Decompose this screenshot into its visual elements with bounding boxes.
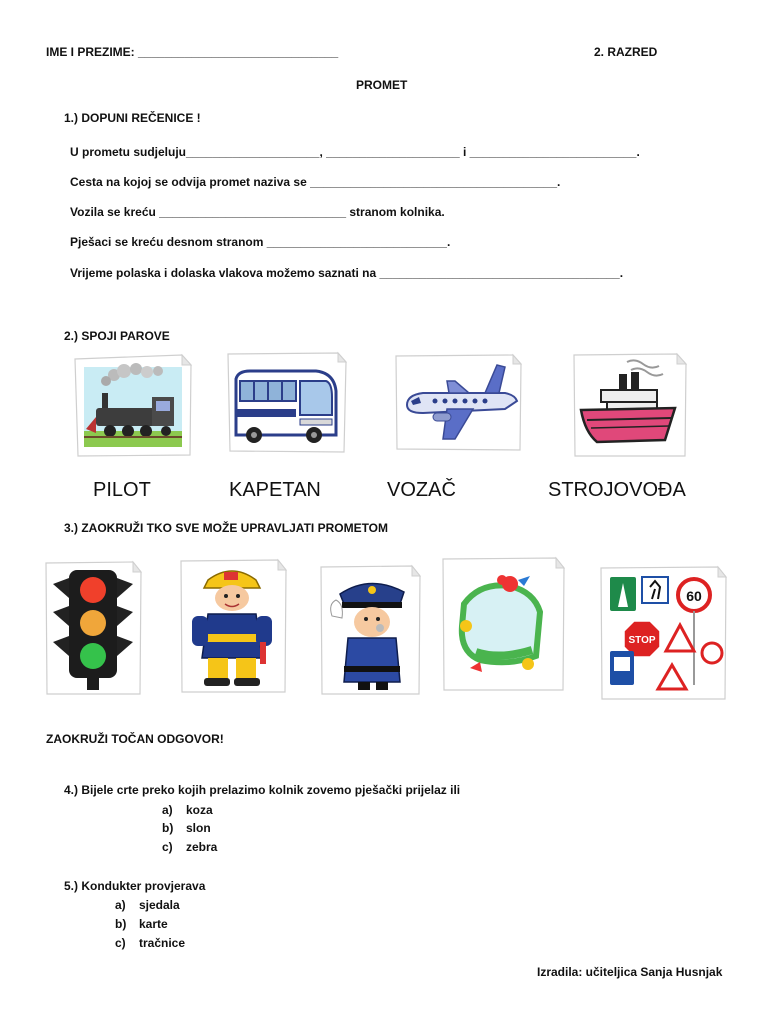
task1-sentence-3: Vozila se kreću ____________________________ stranom kolnika. bbox=[70, 205, 445, 219]
train-icon bbox=[72, 353, 194, 459]
option-letter: c) bbox=[115, 936, 126, 950]
task5-option-a[interactable] bbox=[115, 898, 180, 912]
firefighter-icon bbox=[178, 558, 288, 696]
name-field-label: IME I PREZIME: ______________________________ bbox=[46, 45, 339, 59]
option-letter: b) bbox=[162, 821, 174, 835]
task1-sentence-1: U prometu sudjeluju____________________, ____________________ i _________________________. bbox=[70, 145, 640, 159]
traffic-light-icon bbox=[43, 560, 143, 698]
ship-picture-card bbox=[571, 352, 689, 460]
speed-limit-text: 60 bbox=[686, 588, 702, 604]
task4-option-b[interactable] bbox=[162, 821, 211, 835]
mirror-icon bbox=[440, 556, 566, 694]
option-text: karte bbox=[139, 917, 168, 931]
option-text: zebra bbox=[186, 840, 218, 854]
task4-option-a[interactable] bbox=[162, 803, 213, 817]
option-letter: a) bbox=[162, 803, 173, 817]
option-text: slon bbox=[186, 821, 211, 835]
ship-icon bbox=[571, 352, 689, 460]
airplane-icon bbox=[393, 353, 523, 453]
match-word-1: PILOT bbox=[93, 479, 151, 501]
traffic-signs-icon bbox=[598, 565, 728, 703]
policeman-picture-card bbox=[318, 564, 422, 698]
airplane-picture-card bbox=[393, 353, 523, 453]
task4-option-c[interactable] bbox=[162, 840, 217, 854]
mirror-picture-card bbox=[440, 556, 566, 694]
page-title: PROMET bbox=[356, 78, 408, 92]
firefighter-picture-card bbox=[178, 558, 288, 696]
match-word-2: KAPETAN bbox=[229, 479, 321, 501]
task1-sentence-2: Cesta na kojoj se odvija promet naziva se _____________________________________. bbox=[70, 175, 561, 189]
option-letter: c) bbox=[162, 840, 173, 854]
task4-question: 4.) Bijele crte preko kojih prelazimo kolnik zovemo pješački prijelaz ili bbox=[64, 783, 461, 797]
traffic-light-picture-card bbox=[43, 560, 143, 698]
match-word-3: VOZAČ bbox=[387, 479, 456, 501]
match-word-4: STROJOVOĐA bbox=[548, 479, 686, 501]
task5-question: 5.) Kondukter provjerava bbox=[64, 879, 206, 893]
option-text: koza bbox=[186, 803, 213, 817]
task1-sentence-4: Pješaci se kreću desnom stranom ___________________________. bbox=[70, 235, 451, 249]
option-letter: a) bbox=[115, 898, 126, 912]
author-credit: Izradila: učiteljica Sanja Husnjak bbox=[537, 965, 723, 979]
option-text: sjedala bbox=[139, 898, 180, 912]
option-letter: b) bbox=[115, 917, 127, 931]
task5-option-b[interactable] bbox=[115, 917, 168, 931]
section-heading: ZAOKRUŽI TOČAN ODGOVOR! bbox=[46, 732, 224, 746]
task1-heading: 1.) DOPUNI REČENICE ! bbox=[64, 111, 201, 125]
option-text: tračnice bbox=[139, 936, 186, 950]
train-picture-card bbox=[72, 353, 194, 459]
task1-sentence-5: Vrijeme polaska i dolaska vlakova možemo saznati na ____________________________________. bbox=[70, 266, 624, 280]
bus-picture-card bbox=[226, 351, 348, 455]
traffic-signs-picture-card bbox=[598, 565, 728, 703]
task3-heading: 3.) ZAOKRUŽI TKO SVE MOŽE UPRAVLJATI PROMETOM bbox=[64, 521, 389, 535]
policeman-icon bbox=[318, 564, 422, 698]
bus-icon bbox=[226, 351, 348, 455]
grade-label: 2. RAZRED bbox=[594, 45, 658, 59]
stop-sign-text: STOP bbox=[628, 635, 656, 646]
task2-heading: 2.) SPOJI PAROVE bbox=[64, 329, 170, 343]
task5-option-c[interactable] bbox=[115, 936, 185, 950]
